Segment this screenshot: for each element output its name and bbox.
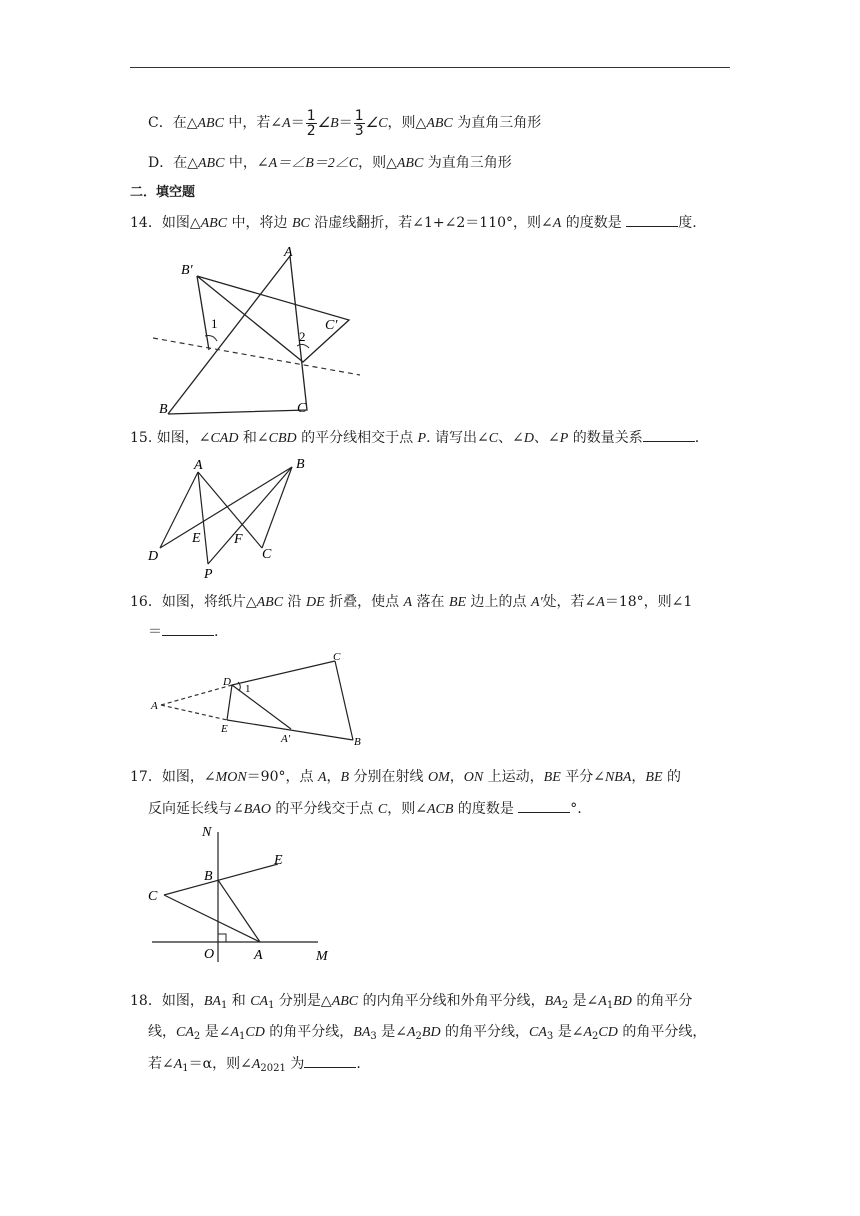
text: P — [559, 431, 569, 446]
label-angle-1: 1 — [245, 683, 251, 695]
text: . — [214, 624, 219, 640]
question-17-line-2 — [148, 798, 582, 820]
label-A: A — [151, 700, 158, 712]
text: ，则∠ — [387, 801, 427, 817]
text: BE — [543, 770, 561, 785]
text: P — [417, 431, 427, 446]
text: MON — [215, 770, 247, 785]
text: ABC — [256, 595, 284, 610]
segment-ca — [164, 895, 260, 942]
angle-2-arc — [297, 344, 309, 348]
text: 的角平分 — [631, 993, 693, 1009]
text: NBA — [604, 770, 632, 785]
text: 落在 — [412, 594, 449, 610]
subscript: 2 — [561, 1000, 569, 1011]
text: 和 — [227, 993, 251, 1009]
text: ABC — [200, 216, 228, 231]
fraction-half — [306, 109, 317, 138]
text: A — [251, 1057, 261, 1072]
q13-option-c — [148, 108, 541, 139]
subscript: 3 — [370, 1031, 377, 1042]
text: CA — [250, 994, 269, 1009]
text: A — [406, 1025, 416, 1040]
text: A — [317, 770, 327, 785]
text: C — [488, 431, 499, 446]
text: CA — [176, 1025, 194, 1040]
text: . — [356, 1056, 361, 1072]
text: ＝ — [338, 115, 353, 131]
text: CAD — [210, 431, 239, 446]
numerator: 1 — [306, 107, 316, 124]
text: 分别是△ — [274, 993, 332, 1009]
text: BD — [421, 1025, 441, 1040]
text: DE — [305, 595, 325, 610]
text: 的度数是 — [561, 215, 627, 231]
section-heading: 二．填空题 — [130, 185, 196, 200]
subscript: 1 — [182, 1063, 189, 1074]
text: BE — [645, 770, 663, 785]
text: 的数量关系 — [568, 430, 643, 446]
label-angle-2: 2 — [299, 329, 306, 344]
fraction-third — [354, 109, 365, 138]
text: C — [377, 802, 388, 817]
question-17-line-1 — [130, 767, 681, 788]
text: ABC — [426, 116, 453, 131]
label-angle-1: 1 — [211, 316, 218, 331]
text: A — [598, 994, 607, 1009]
q17-figure — [140, 822, 350, 968]
text: 为直角三角形 — [452, 115, 542, 131]
text: BA — [203, 994, 221, 1009]
text: 中，∠ — [224, 155, 269, 171]
subscript: 3 — [546, 1031, 554, 1042]
text: ， — [326, 769, 341, 785]
segment-ap — [198, 472, 208, 564]
text: A＝∠B＝2∠C — [268, 156, 359, 171]
text: 边上的点 — [466, 594, 532, 610]
label-E: E — [274, 853, 283, 868]
text: CD — [598, 1025, 618, 1040]
text: ，则△ — [387, 115, 427, 131]
line-ce — [164, 864, 278, 895]
label-M: M — [316, 949, 328, 964]
text: 反向延长线与∠ — [148, 801, 244, 817]
text: 的角平分线， — [264, 1024, 354, 1040]
label-B: B — [296, 457, 305, 472]
question-18-line-3 — [148, 1053, 361, 1079]
text: BE — [449, 595, 467, 610]
question-15 — [130, 427, 699, 449]
text: 的内角平分线和外角平分线， — [358, 993, 545, 1009]
text: 、∠ — [498, 430, 524, 446]
subscript: 2 — [415, 1031, 422, 1042]
text: 是∠ — [200, 1024, 231, 1040]
answer-blank — [162, 621, 214, 636]
text: A — [230, 1025, 240, 1040]
text: ＝18°，则∠1 — [604, 594, 693, 610]
subscript: 2 — [193, 1031, 201, 1042]
text: BC — [291, 216, 310, 231]
label-A: A — [194, 458, 203, 473]
q15-figure — [140, 452, 320, 584]
text: OM — [427, 770, 450, 785]
label-O: O — [204, 947, 215, 962]
text: 14．如图△ — [130, 215, 201, 231]
text: BA — [544, 994, 562, 1009]
text: ACB — [426, 802, 454, 817]
label-N: N — [202, 825, 212, 840]
text: 折叠，使点 — [324, 594, 404, 610]
text: 度. — [678, 215, 697, 231]
label-C: C — [297, 401, 307, 416]
subscript: 2021 — [260, 1063, 286, 1074]
text: ， — [449, 769, 464, 785]
label-C: C — [148, 889, 158, 904]
label-A-prime: A′ — [281, 733, 291, 745]
text: A — [596, 595, 605, 610]
text: BA — [353, 1025, 371, 1040]
text: 的平分线交于点 — [270, 801, 378, 817]
text: 中，将边 — [227, 215, 292, 231]
text: ABC — [396, 156, 424, 171]
label-P: P — [204, 567, 213, 582]
text: ＝90°，点 — [246, 769, 318, 785]
text: ON — [463, 770, 484, 785]
label-C-prime: C′ — [325, 318, 338, 333]
text: D — [523, 431, 534, 446]
text: 若∠ — [148, 1056, 174, 1072]
question-18-line-1 — [130, 991, 692, 1016]
text: D．在△ — [148, 155, 198, 171]
q14-figure — [145, 238, 375, 418]
label-D: D — [223, 676, 231, 688]
header-rule — [130, 67, 730, 68]
text: C．在△ — [148, 115, 198, 131]
q16-figure — [145, 648, 375, 752]
question-16-line-1 — [130, 592, 692, 613]
text: 15. 如图，∠ — [130, 430, 211, 446]
text: BD — [613, 994, 632, 1009]
denominator: 2 — [306, 122, 316, 139]
text: ，则△ — [358, 155, 397, 171]
dashed-ad — [161, 685, 232, 705]
numerator: 1 — [354, 107, 364, 124]
text: BAO — [243, 802, 271, 817]
text: CBD — [268, 431, 297, 446]
text: 处，若∠ — [542, 594, 597, 610]
text: 、∠ — [533, 430, 560, 446]
text: 沿虚线翻折，若∠1+∠2＝110°，则∠ — [309, 215, 553, 231]
text: 沿 — [283, 594, 306, 610]
text: ＝α，则∠ — [188, 1056, 252, 1072]
text: 18．如图， — [130, 993, 204, 1009]
text: ， — [631, 769, 646, 785]
text: 的角平分线， — [440, 1024, 530, 1040]
text: . — [694, 430, 700, 446]
triangle-abc — [168, 256, 307, 414]
text: A — [552, 216, 562, 231]
label-C: C — [333, 651, 341, 663]
label-D: D — [148, 549, 159, 564]
segment-dc — [232, 661, 335, 685]
question-14 — [130, 212, 697, 234]
text: 中，若∠ — [223, 115, 283, 131]
text: °. — [570, 801, 582, 817]
label-E: E — [192, 531, 201, 546]
segment-bp — [208, 467, 292, 564]
text: 平分∠ — [560, 769, 605, 785]
segment-ac — [198, 472, 262, 548]
text: A — [583, 1025, 593, 1040]
text: B — [340, 770, 350, 785]
answer-blank — [304, 1053, 356, 1068]
text: 的平分线相交于点 — [296, 430, 418, 446]
segment-bc — [262, 467, 292, 548]
text: CA — [529, 1025, 547, 1040]
text: ABC — [198, 156, 225, 171]
fold-line — [153, 338, 360, 375]
label-A: A — [284, 245, 293, 260]
denominator: 3 — [354, 122, 364, 139]
question-16-line-2 — [148, 621, 218, 642]
text: 16．如图，将纸片△ — [130, 594, 257, 610]
answer-blank — [518, 798, 570, 813]
answer-blank — [643, 427, 695, 442]
label-C: C — [262, 547, 272, 562]
label-B: B — [204, 869, 213, 884]
text: ∠B — [317, 116, 339, 131]
question-18-line-2 — [148, 1022, 706, 1047]
text: 17．如图，∠ — [130, 769, 216, 785]
subscript: 2 — [592, 1031, 599, 1042]
text: 是∠ — [376, 1024, 407, 1040]
text: 的角平分线， — [617, 1024, 707, 1040]
text: 是∠ — [553, 1024, 584, 1040]
subscript: 1 — [239, 1031, 246, 1042]
text: ＝ — [148, 624, 162, 640]
segment-de — [227, 685, 232, 720]
label-B: B — [159, 402, 168, 417]
text: 为直角三角形 — [423, 155, 512, 171]
q13-option-d — [148, 153, 512, 174]
text: ＝ — [290, 115, 305, 131]
text: 和∠ — [238, 430, 269, 446]
text: A — [282, 116, 291, 131]
label-B-prime: B′ — [181, 263, 193, 278]
text: . 请写出∠ — [426, 430, 489, 446]
text: 的度数是 — [453, 801, 519, 817]
answer-blank — [626, 212, 678, 227]
right-angle-mark — [218, 934, 226, 942]
subscript: 1 — [220, 1000, 228, 1011]
text: 分别在射线 — [349, 769, 428, 785]
text: 为 — [285, 1056, 305, 1072]
text: A' — [531, 595, 543, 610]
segment-ba — [218, 880, 260, 942]
subscript: 1 — [606, 1000, 614, 1011]
text: 是∠ — [568, 993, 599, 1009]
text: A — [173, 1057, 183, 1072]
segment-cb — [335, 661, 353, 740]
subscript: 1 — [268, 1000, 275, 1011]
label-F: F — [234, 532, 243, 547]
text: 线， — [148, 1024, 176, 1040]
text: ∠C — [365, 116, 388, 131]
text: A — [403, 595, 413, 610]
label-E: E — [221, 723, 228, 735]
label-A: A — [254, 948, 263, 963]
text: CD — [245, 1025, 265, 1040]
text: 上运动， — [483, 769, 544, 785]
text: ABC — [331, 994, 359, 1009]
dashed-ae — [161, 705, 227, 720]
label-B: B — [354, 736, 361, 748]
text: ABC — [197, 116, 224, 131]
text: 的 — [662, 769, 681, 785]
fold-edge-left — [197, 276, 209, 350]
